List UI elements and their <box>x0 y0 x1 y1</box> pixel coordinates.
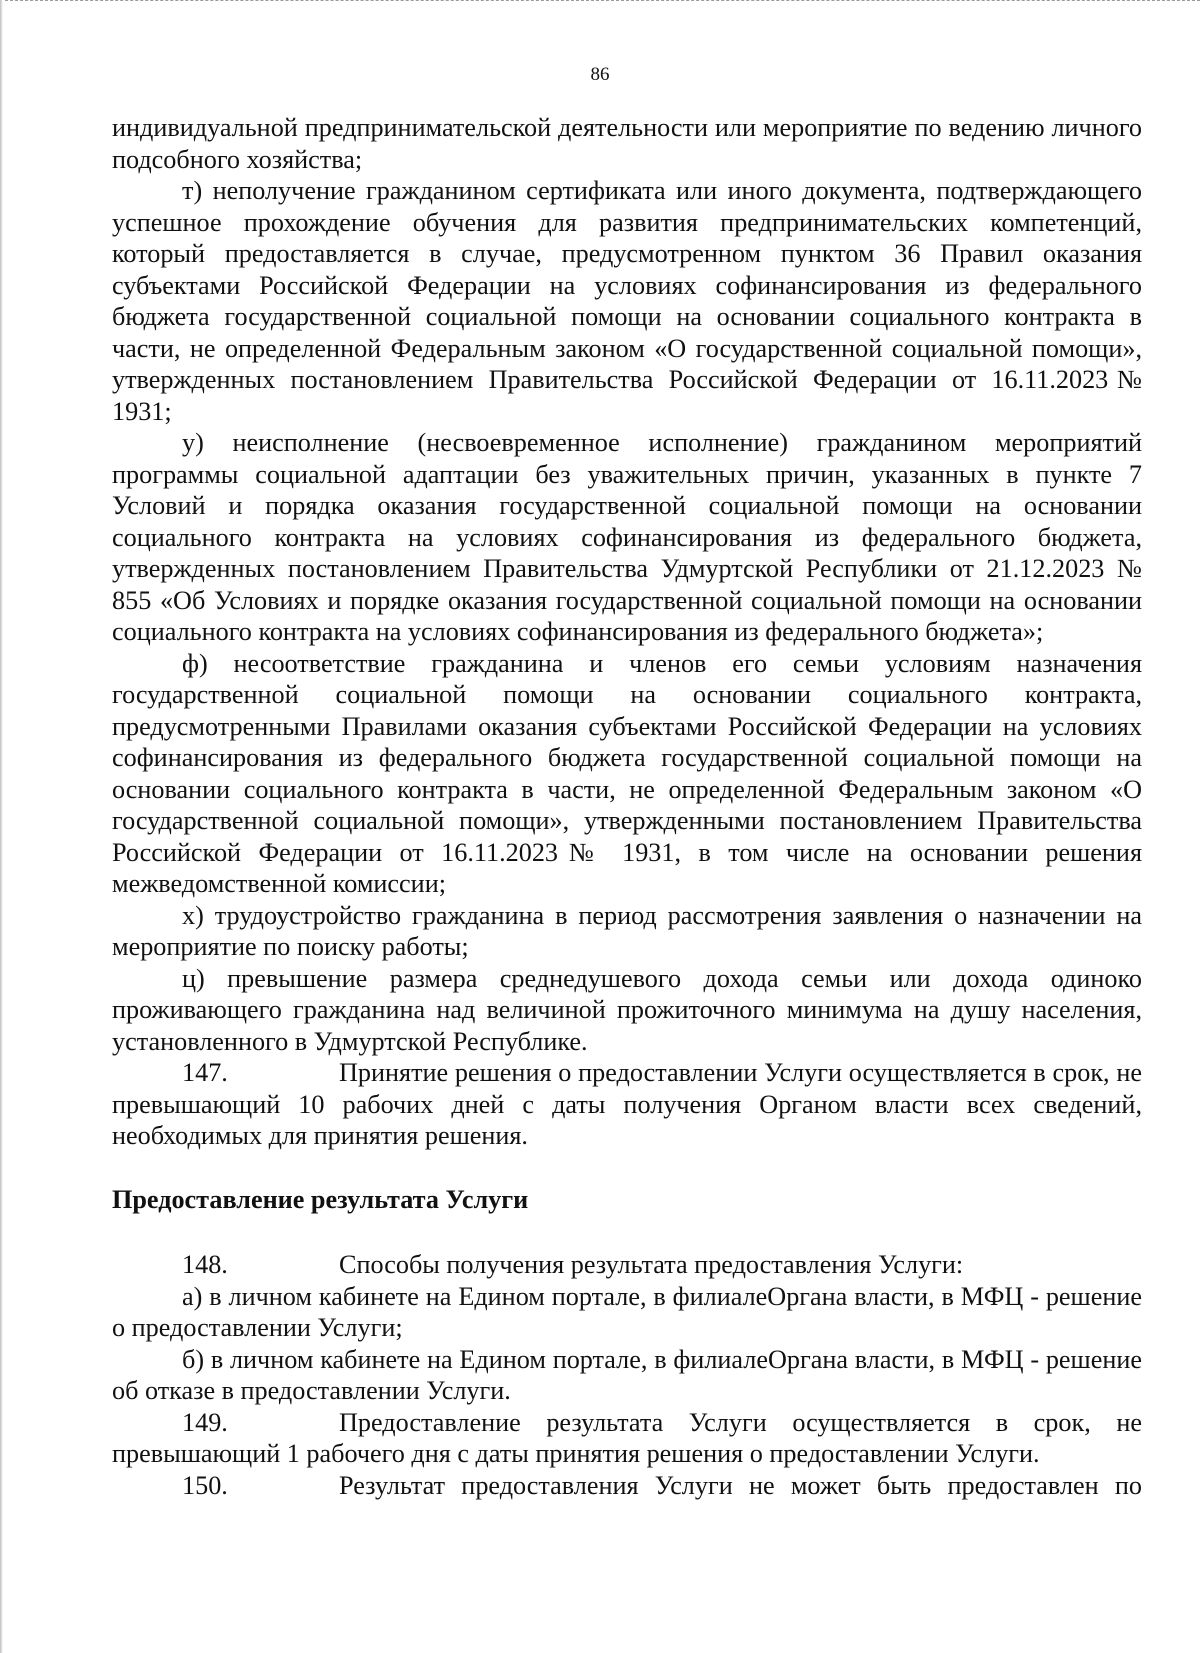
scan-edge-left <box>0 0 3 1653</box>
clause-148 <box>112 1249 1142 1281</box>
clause-text: Принятие решения о предоставлении Услуги осуществляется в срок, не превышающий 10 рабочих дней с даты получения Органом власти всех сведений, необходимых для принятия решения. <box>112 1058 1142 1150</box>
clause-148-b: б) в личном кабинете на Едином портале, в филиалеОргана власти, в МФЦ - решение об отказе в предоставлении Услуги. <box>112 1344 1142 1405</box>
clause-number: 149. <box>182 1407 228 1437</box>
paragraph-item-kh: х) трудоустройство гражданина в период рассмотрения заявления о назначении на мероприятие по поиску работы; <box>112 900 1142 961</box>
document-body <box>112 112 1142 1501</box>
clause-150 <box>112 1470 1142 1502</box>
paragraph-item-ts: ц) превышение размера среднедушевого дохода семьи или дохода одиноко проживающего гражданина над величиной прожиточного минимума на душу населения, установленного в Удмуртской Республике. <box>112 963 1142 1056</box>
section-heading: Предоставление результата Услуги <box>112 1184 529 1214</box>
paragraph-item-f: ф) несоответствие гражданина и членов его семьи условиям назначения государственной социальной помощи на основании социального контракта, предусмотренными Правилами оказания субъектами Российской Федерации на условиях софинансирования из федерального бюджета государственной социальной помощи на основании социального контракта в части, не определенной Федеральным законом «О государственной социальной помощи», утвержденными постановлением Правительства Российской Федерации от 16.11.2023№ 1931, в том числе на основании решения межведомственной комиссии; <box>112 648 1142 898</box>
paragraph-continuation: индивидуальной предпринимательской деятельности или мероприятие по ведению личного подсобного хозяйства; <box>112 113 1142 174</box>
clause-148-a: а) в личном кабинете на Едином портале, в филиалеОргана власти, в МФЦ - решение о предоставлении Услуги; <box>112 1281 1142 1342</box>
clause-text: Способы получения результата предоставления Услуги: <box>339 1250 964 1279</box>
clause-149 <box>112 1407 1142 1470</box>
clause-text: Результат предоставления Услуги не может быть предоставлен по <box>339 1470 1142 1500</box>
clause-text: Предоставление результата Услуги осуществляется в срок, не превышающий 1 рабочего дня с даты принятия решения о предоставлении Услуги. <box>112 1407 1142 1468</box>
page-number: 86 <box>590 64 610 85</box>
clause-number: 147. <box>182 1058 228 1087</box>
paragraph-item-t: т) неполучение гражданином сертификата или иного документа, подтверждающего успешное прохождение обучения для развития предпринимательских компетенций, который предоставляется в случае, предусмотренном пунктом 36 Правил оказания субъектами Российской Федерации на условиях софинансирования из федерального бюджета государственной социальной помощи на основании социального контракта в части, не определенной Федеральным законом «О государственной социальной помощи», утвержденных постановлением Правительства Российской Федерации от 16.11.2023№ 1931; <box>112 176 1142 426</box>
paragraph-item-u: у) неисполнение (несвоевременное исполнение) гражданином мероприятий программы социальной адаптации без уважительных причин, указанных в пункте 7 Условий и порядка оказания государственной социальной помощи на основании социального контракта на условиях софинансирования из федерального бюджета, утвержденных постановлением Правительства Удмуртской Республики от 21.12.2023 № 855 «Об Условиях и порядке оказания государственной социальной помощи на основании социального контракта на условиях софинансирования из федерального бюджета»; <box>112 428 1142 646</box>
scan-edge-top <box>0 0 1200 3</box>
clause-number: 150. <box>182 1470 228 1500</box>
clause-147 <box>112 1057 1142 1152</box>
clause-number: 148. <box>182 1250 228 1279</box>
